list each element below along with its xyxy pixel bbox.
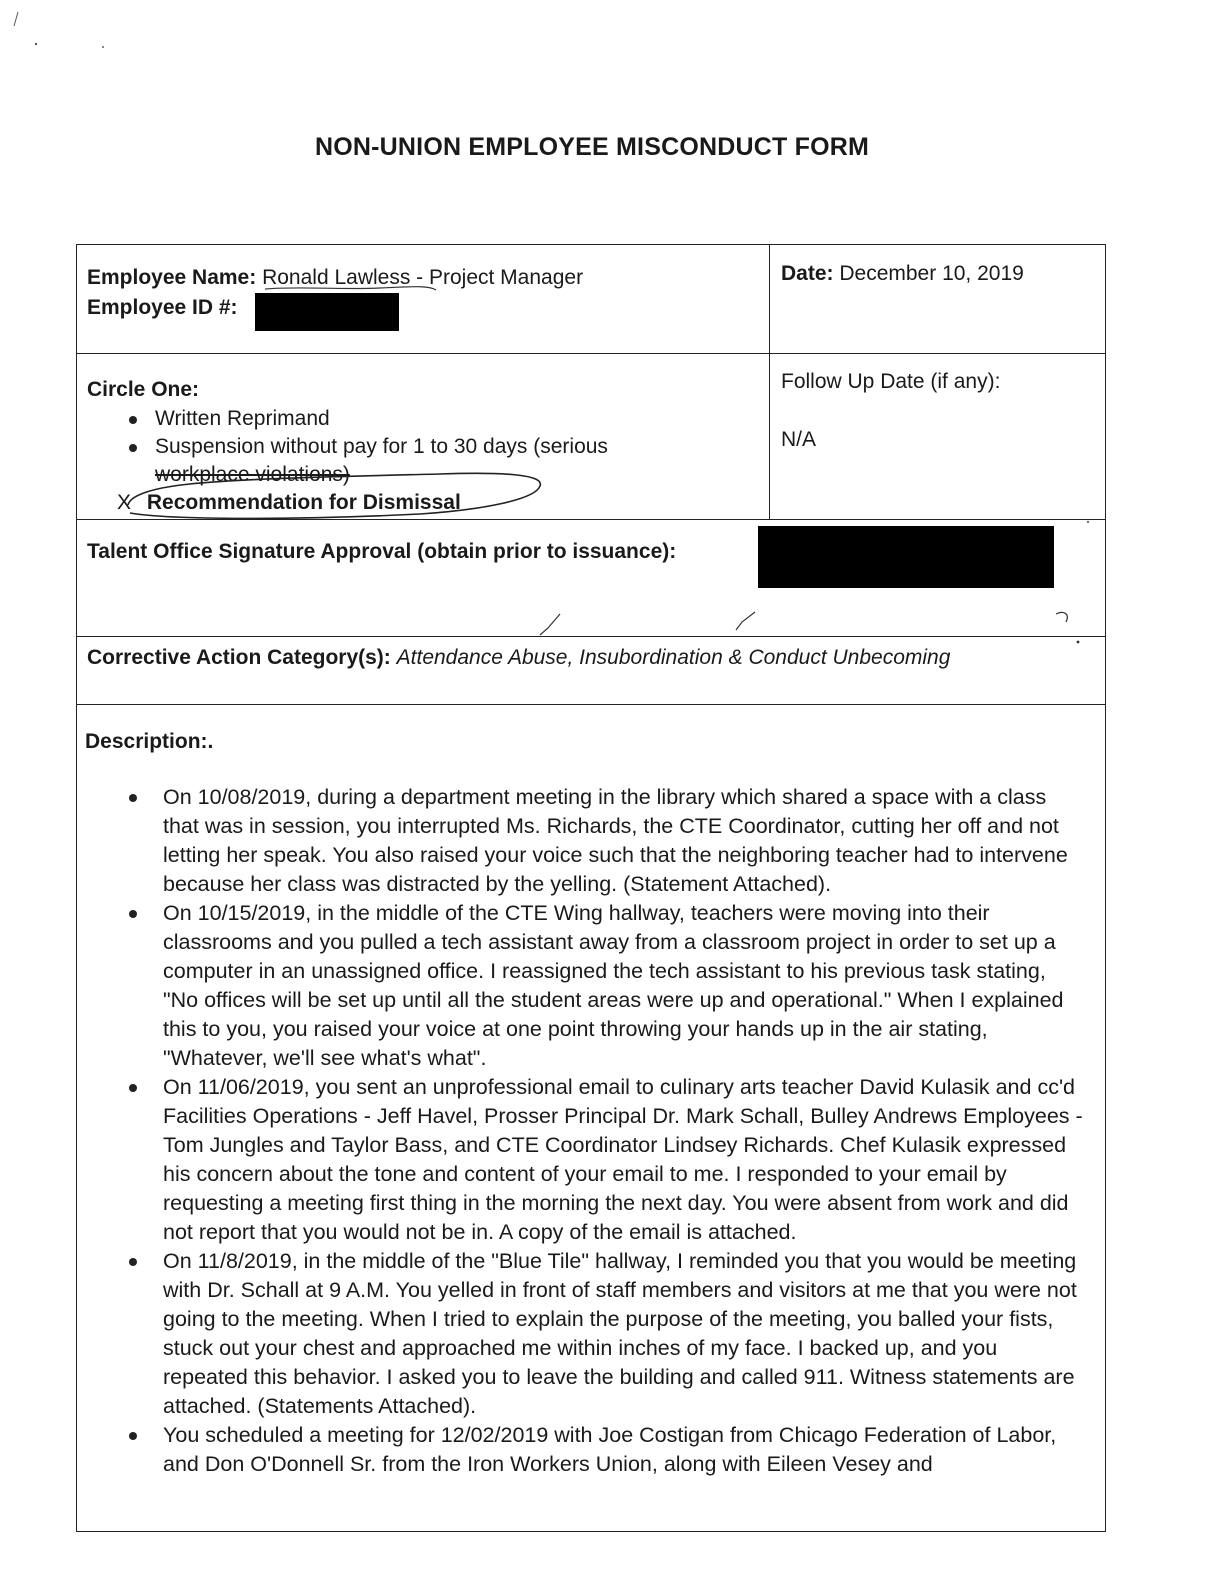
row-divider	[77, 704, 1105, 705]
form-title: NON-UNION EMPLOYEE MISCONDUCT FORM	[314, 133, 870, 161]
description-item: On 10/08/2019, during a department meeting in the library which shared a space with a class that was in session, you interrupted Ms. Richards, the CTE Coordinator, cutting her off and not letting her speak. You also raised your voice such that the neighboring teacher had to intervene because her class was distracted by the yelling. (Statement Attached).	[85, 783, 1095, 899]
corrective-value: Attendance Abuse, Insubordination & Conduct Unbecoming	[396, 646, 951, 669]
description-label: Description:.	[85, 730, 214, 753]
discipline-options	[87, 405, 757, 517]
option-suspension-cont: workplace violations)	[155, 463, 350, 486]
follow-up-cell	[781, 367, 1101, 455]
row-divider	[77, 519, 1105, 520]
option-written-reprimand: Written Reprimand	[87, 405, 757, 433]
selected-x-mark: X	[117, 491, 132, 514]
date-cell	[781, 259, 1101, 289]
redacted-employee-id	[255, 293, 399, 331]
scan-specks	[0, 0, 120, 60]
description-list	[85, 783, 1095, 1479]
selected-dismissal-label: Recommendation for Dismissal	[146, 491, 461, 514]
description-cell	[85, 727, 1095, 1479]
corrective-label: Corrective Action Category(s):	[87, 646, 391, 669]
circle-one-label: Circle One:	[87, 378, 200, 401]
option-suspension: Suspension without pay for 1 to 30 days (serious	[87, 433, 757, 461]
employee-name-label: Employee Name:	[87, 266, 257, 289]
misconduct-form	[76, 244, 1106, 1532]
description-item: You scheduled a meeting for 12/02/2019 with Joe Costigan from Chicago Federation of Labor, and Don O'Donnell Sr. from the Iron Workers Union, along with Eileen Vesey and	[85, 1421, 1095, 1479]
column-divider	[769, 245, 770, 519]
redacted-signature	[758, 526, 1054, 588]
row-divider	[77, 636, 1105, 637]
circle-one-cell	[87, 375, 757, 517]
follow-up-value: N/A	[781, 428, 817, 451]
description-item: On 11/8/2019, in the middle of the "Blue Tile" hallway, I reminded you that you would be meeting with Dr. Schall at 9 A.M. You yelled in front of staff members and visitors at me that you were not going to the meeting. When I tried to explain the purpose of the meeting, you balled your fists, stuck out your chest and approached me within inches of my face. I backed up, and you repeated this behavior. I asked you to leave the building and called 911. Witness statements are attached. (Statements Attached).	[85, 1247, 1095, 1421]
employee-name-value: Ronald Lawless - Project Manager	[262, 266, 584, 289]
signature-label: Talent Office Signature Approval (obtain prior to issuance):	[87, 540, 677, 563]
follow-up-label: Follow Up Date (if any):	[781, 370, 1001, 393]
description-item: On 10/15/2019, in the middle of the CTE Wing hallway, teachers were moving into their classrooms and you pulled a tech assistant away from a classroom project in order to set up a computer in an unassigned office. I reassigned the tech assistant to his previous task stating, "No offices will be set up until all the student areas were up and operational." When I explained this to you, you raised your voice at one point throwing your hands up in the air stating, "Whatever, we'll see what's what".	[85, 899, 1095, 1073]
row-divider	[77, 353, 1105, 354]
date-label: Date:	[781, 262, 834, 285]
option-dismissal	[87, 489, 757, 517]
corrective-cell	[87, 643, 1087, 673]
employee-cell	[87, 263, 757, 323]
date-value: December 10, 2019	[839, 262, 1024, 285]
description-item: On 11/06/2019, you sent an unprofessional email to culinary arts teacher David Kulasik and cc'd Facilities Operations - Jeff Havel, Prosser Principal Dr. Mark Schall, Bulley Andrews Employees - Tom Jungles and Taylor Bass, and CTE Coordinator Lindsey Richards. Chef Kulasik expressed his concern about the tone and content of your email to me. I responded to your email by requesting a meeting first thing in the morning the next day. You were absent from work and did not report that you would not be in. A copy of the email is attached.	[85, 1073, 1095, 1247]
employee-id-label: Employee ID #:	[87, 296, 238, 319]
